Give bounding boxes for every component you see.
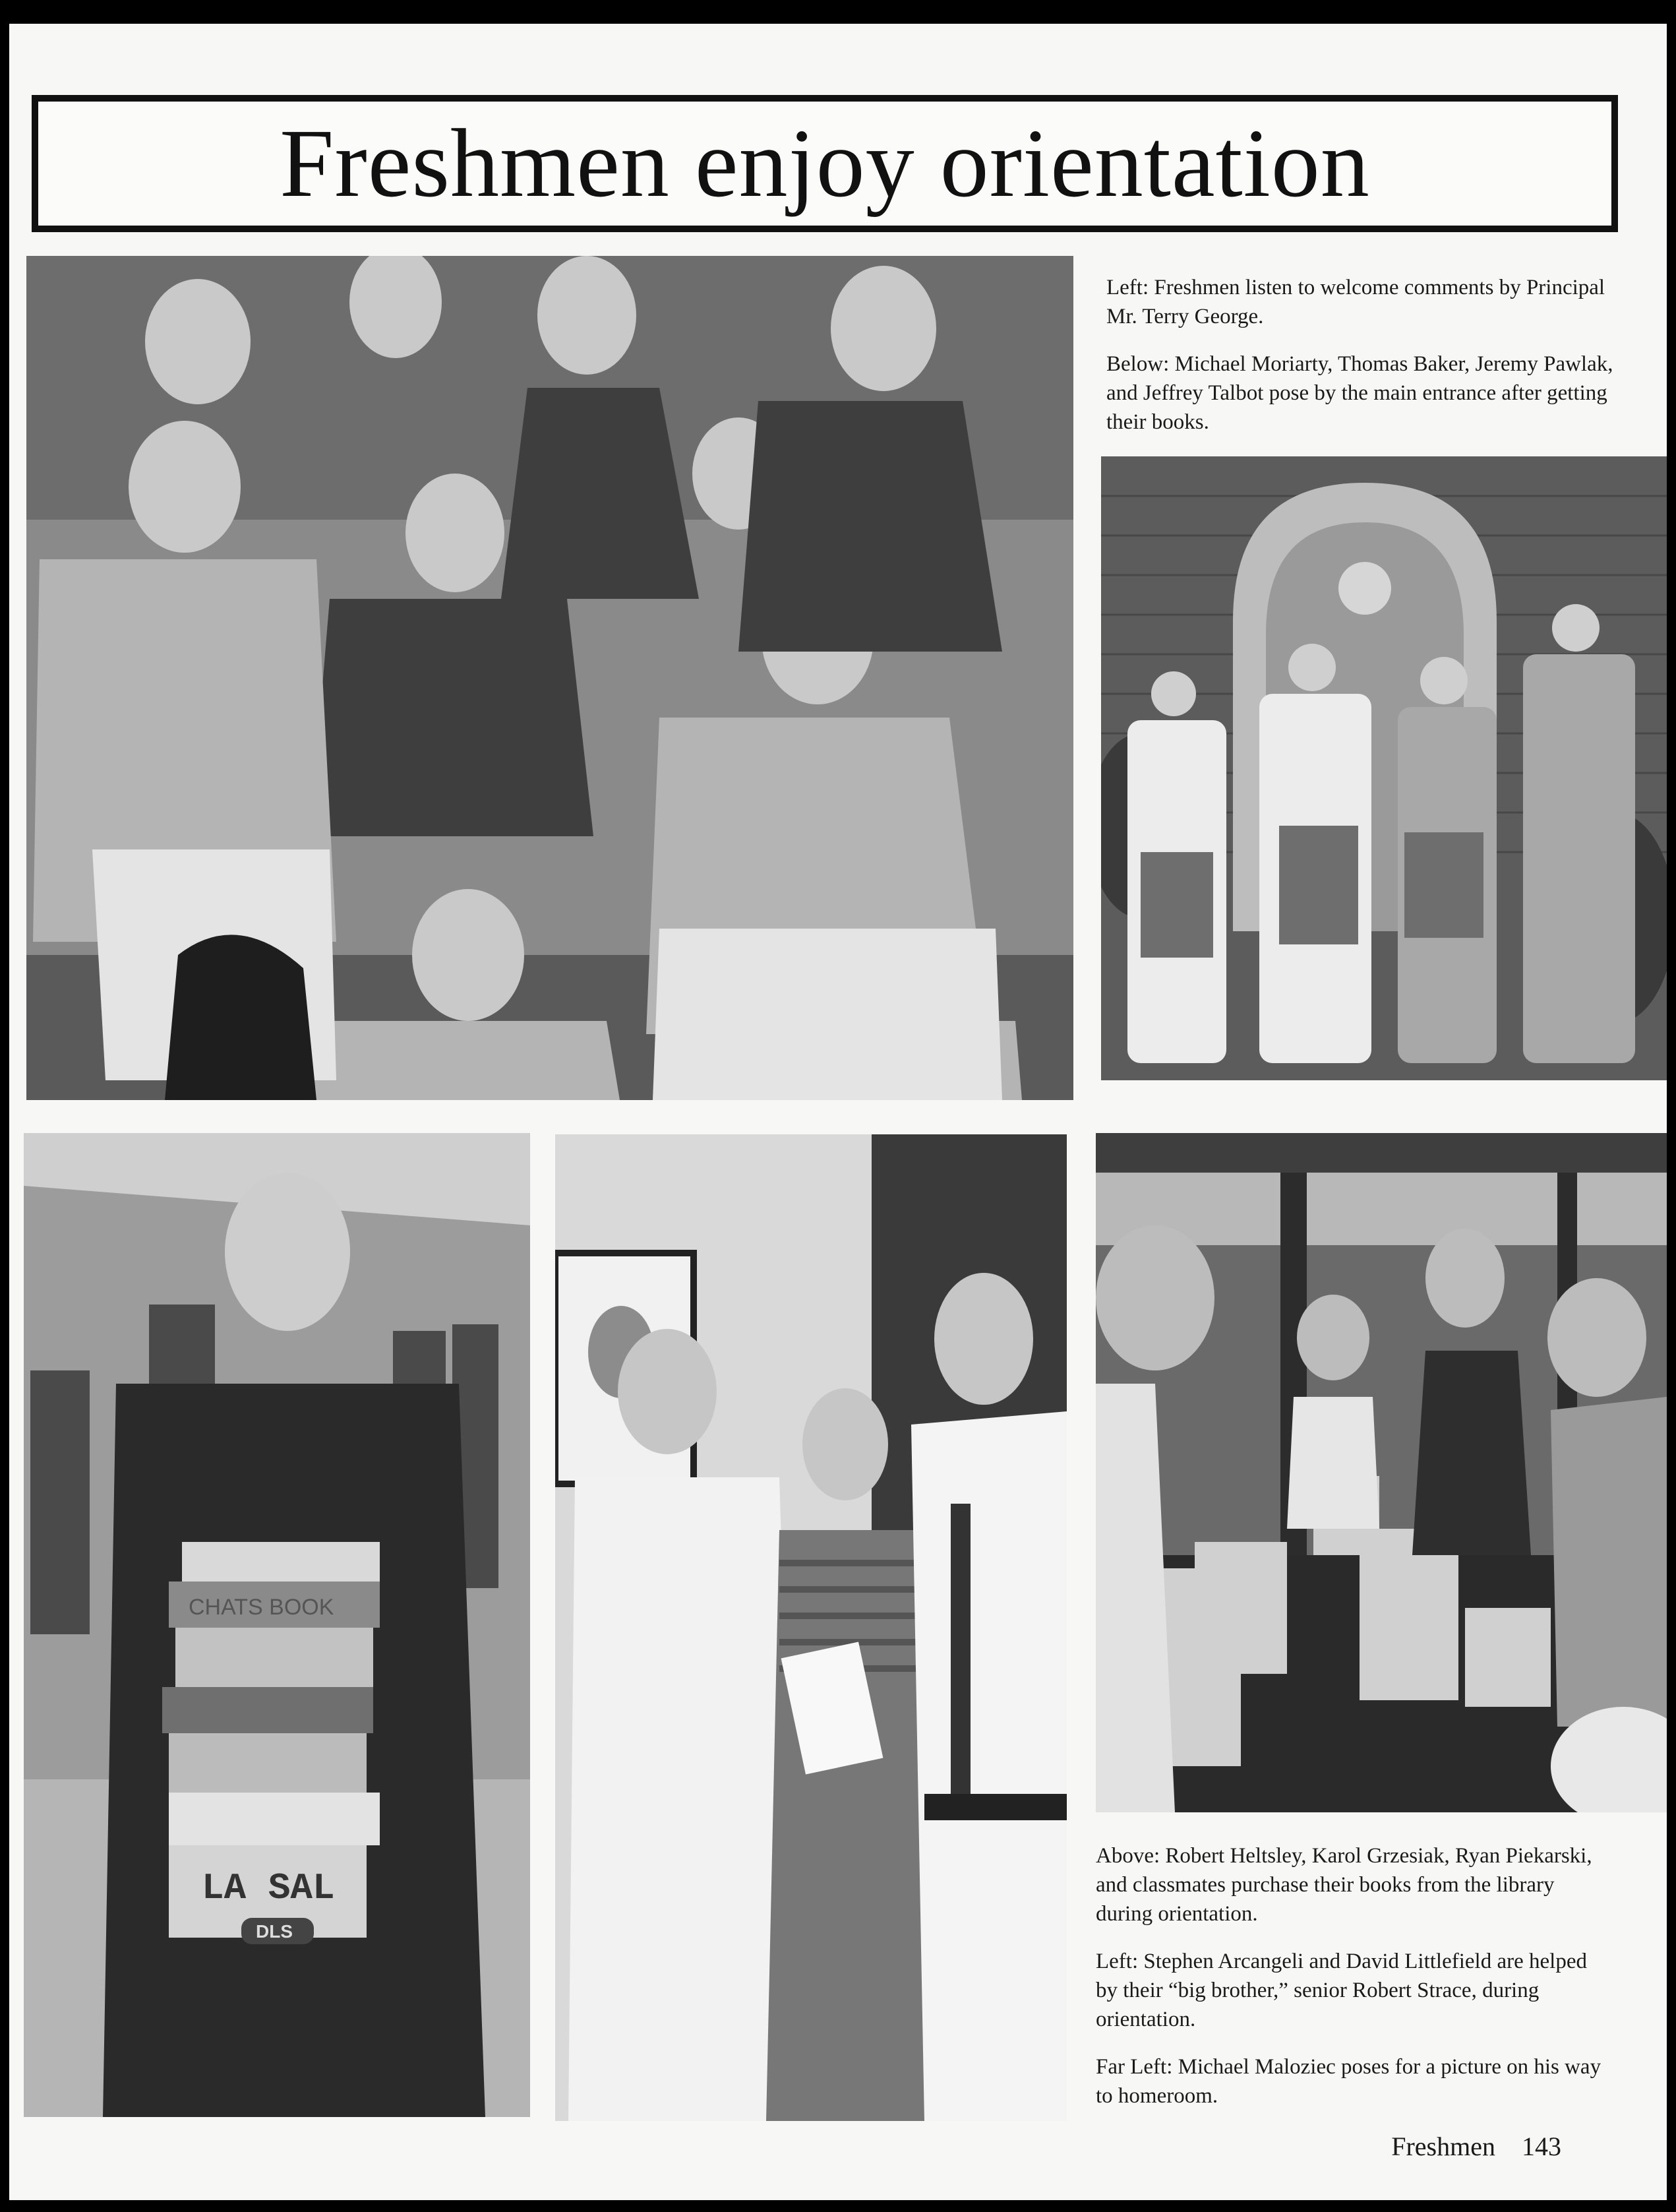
caption-listening: Left: Freshmen listen to welcome comments by Principal Mr. Terry George. — [1106, 276, 1605, 328]
photo-library-purchase — [1096, 1133, 1667, 1812]
auditorium-photo-image — [26, 256, 1073, 1100]
caption-bottom-right — [1096, 1841, 1614, 2129]
caption-library: Above: Robert Heltsley, Karol Grzesiak, Ryan Piekarski, and classmates purchase their books from the library during orientation. — [1096, 1844, 1592, 1926]
photo-big-brother — [555, 1134, 1067, 2121]
caption-top-right — [1106, 273, 1625, 455]
book-cover-text: LA SAL — [202, 1867, 335, 1909]
hallway-photo-image — [24, 1133, 530, 2117]
yearbook-page — [9, 24, 1667, 2200]
library-photo-image — [1096, 1133, 1667, 1812]
section-name: Freshmen — [1391, 2132, 1495, 2161]
title-banner — [32, 95, 1618, 232]
photo-freshmen-listening — [26, 256, 1073, 1100]
page-number: 143 — [1522, 2132, 1561, 2161]
notebook-scrawl: CHATS BOOK — [189, 1595, 334, 1620]
caption-main-entrance: Below: Michael Moriarty, Thomas Baker, Jeremy Pawlak, and Jeffrey Talbot pose by the main entrance after getting their books. — [1106, 352, 1613, 434]
photo-main-entrance — [1101, 456, 1667, 1080]
photo-homeroom — [24, 1133, 530, 2117]
page-footer — [1391, 2131, 1561, 2162]
page-title: Freshmen enjoy orientation — [280, 109, 1370, 218]
entrance-photo-image — [1101, 456, 1667, 1080]
book-badge-text: DLS — [256, 1921, 293, 1942]
caption-homeroom: Far Left: Michael Maloziec poses for a picture on his way to homeroom. — [1096, 2055, 1601, 2108]
caption-big-brother: Left: Stephen Arcangeli and David Littlefield are helped by their “big brother,” senior Robert Strace, during orientation. — [1096, 1950, 1587, 2031]
big-brother-photo-image — [555, 1134, 1067, 2121]
